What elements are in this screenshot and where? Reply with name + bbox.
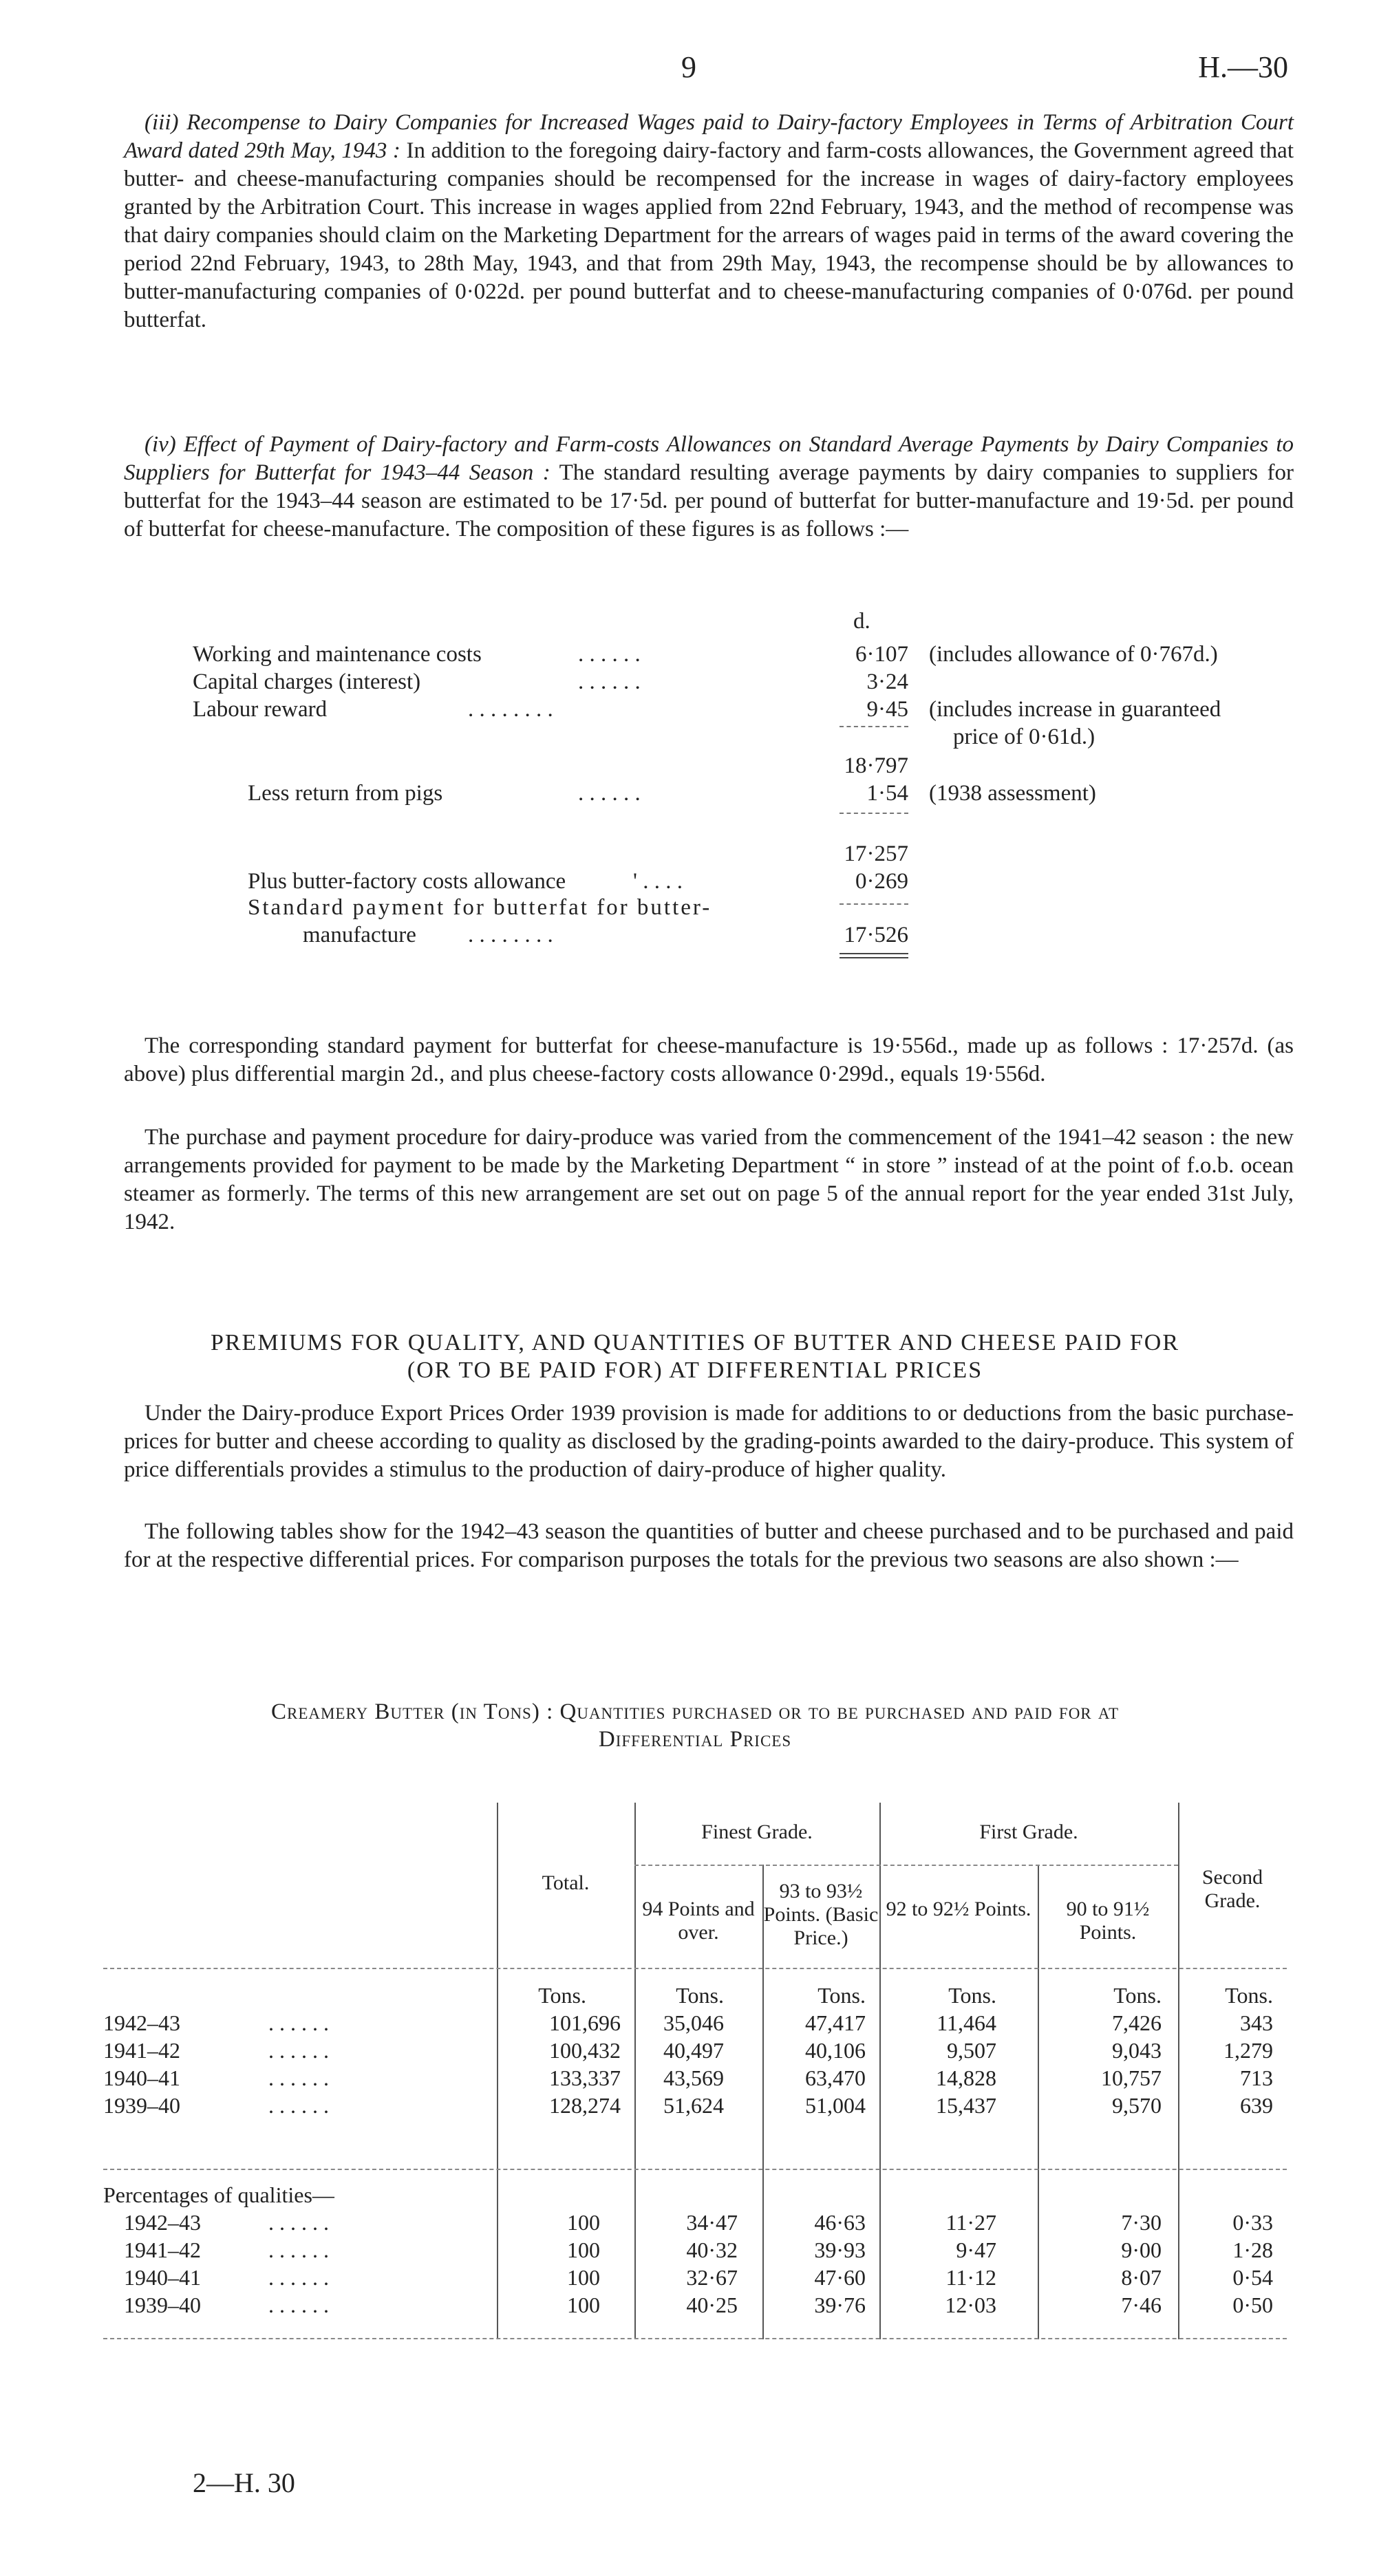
cell-second-grade: 639 bbox=[1240, 2093, 1273, 2118]
composition-label: Standard payment for butterfat for butter- bbox=[248, 895, 712, 920]
cell-total: 133,337 bbox=[549, 2065, 621, 2090]
composition-row bbox=[193, 869, 1294, 897]
cell-second-grade: 0·33 bbox=[1232, 2210, 1273, 2235]
composition-note: (includes increase in guaranteed bbox=[929, 697, 1221, 722]
row-label: 1941–42 bbox=[124, 2237, 201, 2262]
unit-label: Tons. bbox=[538, 1983, 586, 2008]
composition-row bbox=[193, 841, 1294, 869]
percentages-label: Percentages of qualities— bbox=[103, 2182, 334, 2207]
cell-94-points: 43,569 bbox=[663, 2065, 724, 2090]
composition-label: Labour reward bbox=[193, 697, 328, 722]
sum-rule bbox=[840, 903, 908, 905]
composition-note: (includes allowance of 0·767d.) bbox=[929, 642, 1218, 667]
leader-dots: . . . . . . bbox=[578, 642, 641, 667]
composition-value: 1·54 bbox=[866, 781, 908, 806]
composition-label: Less return from pigs bbox=[248, 781, 443, 806]
cell-total: 100 bbox=[567, 2237, 600, 2262]
footer-signature: 2—H. 30 bbox=[193, 2467, 295, 2498]
composition-label: manufacture bbox=[303, 923, 416, 947]
header-94-points: 94 Points and over. bbox=[642, 1898, 755, 1944]
header-rule bbox=[634, 1865, 1178, 1866]
unit-label: Tons. bbox=[948, 1983, 996, 2008]
composition-value: 9·45 bbox=[866, 697, 908, 722]
cell-total: 100 bbox=[567, 2210, 600, 2235]
total-rule bbox=[840, 953, 908, 954]
cell-second-grade: 713 bbox=[1240, 2065, 1273, 2090]
sum-rule bbox=[840, 813, 908, 814]
report-reference: H.—30 bbox=[1198, 50, 1288, 84]
row-label: 1942–43 bbox=[124, 2210, 201, 2235]
cell-90-points: 10,757 bbox=[1101, 2065, 1162, 2090]
composition-row bbox=[193, 724, 1294, 752]
header-rule bbox=[103, 1968, 1287, 1969]
header-second-grade: Second Grade. bbox=[1201, 1866, 1263, 1912]
cell-94-points: 34·47 bbox=[686, 2210, 738, 2235]
header-total: Total. bbox=[542, 1871, 590, 1894]
unit-label: Tons. bbox=[1113, 1983, 1162, 2008]
composition-value: 18·797 bbox=[844, 753, 908, 778]
table-title-line-2: Differential Prices bbox=[598, 1727, 792, 1752]
leader-dots: . . . . . . bbox=[268, 2093, 329, 2118]
unit-label: Tons. bbox=[676, 1983, 724, 2008]
paragraph-premiums: Under the Dairy-produce Export Prices Order 1939 provision is made for additions to or deductions from the basic purchase-prices for butter and cheese according to quality as disclosed by the grading-points awarded to the dairy-produce. This system of price differentials provides a stimulus to the production of dairy-produce of higher quality. bbox=[124, 1401, 1294, 1482]
cell-90-points: 9·00 bbox=[1121, 2237, 1162, 2262]
leader-dots: . . . . . . bbox=[578, 669, 641, 694]
table-title-line-1: Creamery Butter (in Tons) : Quantities purchased or to be purchased and paid for at bbox=[270, 1699, 1120, 1724]
section-heading-line-2: (OR TO BE PAID FOR) AT DIFFERENTIAL PRICES bbox=[407, 1357, 983, 1383]
composition-label: Capital charges (interest) bbox=[193, 669, 421, 694]
cell-93-points: 63,470 bbox=[805, 2065, 866, 2090]
cell-90-points: 7·46 bbox=[1121, 2293, 1162, 2317]
composition-label: Working and maintenance costs bbox=[193, 642, 482, 667]
cell-total: 100 bbox=[567, 2265, 600, 2290]
cell-90-points: 7,426 bbox=[1112, 2010, 1162, 2035]
composition-value: 3·24 bbox=[866, 669, 908, 694]
cell-total: 128,274 bbox=[549, 2093, 621, 2118]
cell-94-points: 40·25 bbox=[686, 2293, 738, 2317]
paragraph-iii bbox=[124, 109, 1294, 334]
paragraph-cheese-payment: The corresponding standard payment for butterfat for cheese-manufacture is 19·556d., made up as follows : 17·257d. (as above) plus differential margin 2d., and plus cheese-factory costs allowance 0·299d., equals 19·556d. bbox=[124, 1033, 1294, 1086]
cell-93-points: 40,106 bbox=[805, 2038, 866, 2063]
cell-92-points: 11,464 bbox=[937, 2010, 996, 2035]
cell-second-grade: 0·50 bbox=[1232, 2293, 1273, 2317]
composition-row bbox=[193, 669, 1294, 697]
composition-note: (1938 assessment) bbox=[929, 781, 1096, 806]
cell-93-points: 39·76 bbox=[814, 2293, 866, 2317]
bottom-rule bbox=[103, 2338, 1287, 2339]
composition-value: 6·107 bbox=[855, 642, 908, 667]
cell-90-points: 9,043 bbox=[1112, 2038, 1162, 2063]
leader-dots: . . . . . . . . bbox=[468, 697, 553, 722]
row-label: 1940–41 bbox=[124, 2265, 201, 2290]
cell-92-points: 9·47 bbox=[956, 2237, 996, 2262]
paragraph-iv bbox=[124, 431, 1294, 544]
leader-dots: . . . . . . bbox=[268, 2210, 329, 2235]
header-92-points: 92 to 92½ Points. bbox=[886, 1898, 1031, 1920]
leader-dots: ' . . . . bbox=[633, 869, 683, 894]
composition-label: Plus butter-factory costs allowance bbox=[248, 869, 566, 894]
leader-dots: . . . . . . . . bbox=[468, 923, 553, 947]
paragraph-iii-body: In addition to the foregoing dairy-factory and farm-costs allowances, the Government agreed that butter- and cheese-manufacturing companies should be recompensed for the increase in wages of dairy-factory employees granted by the Arbitration Court. This increase in wages applied from 22nd February, 1943, and the method of recompense was that dairy companies should claim on the Marketing Department for the arrears of wages paid in terms of the award covering the period 22nd February, 1943, to 28th May, 1943, and that from 29th May, 1943, the recompense should be by allowances to butter-manufacturing companies of 0·022d. per pound butterfat and to cheese-manufacturing companies of 0·076d. per pound butterfat. bbox=[124, 138, 1294, 332]
cell-93-points: 47,417 bbox=[805, 2010, 866, 2035]
composition-note: price of 0·61d.) bbox=[953, 724, 1095, 749]
row-label: 1941–42 bbox=[103, 2038, 180, 2063]
cell-90-points: 9,570 bbox=[1112, 2093, 1162, 2118]
sum-rule bbox=[840, 726, 908, 727]
composition-row bbox=[193, 923, 1294, 950]
cell-92-points: 12·03 bbox=[945, 2293, 996, 2317]
composition-row bbox=[193, 697, 1294, 724]
cell-92-points: 11·27 bbox=[945, 2210, 996, 2235]
composition-row bbox=[193, 642, 1294, 669]
table-title bbox=[103, 1698, 1287, 1753]
page-number: 9 bbox=[681, 50, 696, 84]
cell-93-points: 46·63 bbox=[814, 2210, 866, 2235]
cell-94-points: 51,624 bbox=[663, 2093, 724, 2118]
leader-dots: . . . . . . bbox=[268, 2038, 329, 2063]
cell-second-grade: 0·54 bbox=[1232, 2265, 1273, 2290]
cell-second-grade: 343 bbox=[1240, 2010, 1273, 2035]
header-finest-grade: Finest Grade. bbox=[701, 1821, 813, 1843]
cell-94-points: 32·67 bbox=[686, 2265, 738, 2290]
section-rule bbox=[103, 2169, 1287, 2170]
composition-value: 0·269 bbox=[855, 869, 908, 894]
cell-93-points: 51,004 bbox=[805, 2093, 866, 2118]
cell-92-points: 11·12 bbox=[945, 2265, 996, 2290]
leader-dots: . . . . . . bbox=[268, 2237, 329, 2262]
unit-label: Tons. bbox=[1225, 1983, 1273, 2008]
leader-dots: . . . . . . bbox=[268, 2065, 329, 2090]
cell-total: 100 bbox=[567, 2293, 600, 2317]
cell-94-points: 40·32 bbox=[686, 2237, 738, 2262]
leader-dots: . . . . . . bbox=[268, 2010, 329, 2035]
cell-93-points: 47·60 bbox=[814, 2265, 866, 2290]
paragraph-iv-body: The standard resulting average payments by dairy companies to suppliers for butterfat for the 1943–44 season are estimated to be 17·5d. per pound of butterfat for butter-manufacture and 19·5d. per pound of butterfat for cheese-manufacture. The composition of these figures is as follows :— bbox=[124, 460, 1294, 541]
header-93-points: 93 to 93½ Points. (Basic Price.) bbox=[763, 1880, 879, 1949]
cell-92-points: 9,507 bbox=[947, 2038, 996, 2063]
cell-94-points: 35,046 bbox=[663, 2010, 724, 2035]
leader-dots: . . . . . . bbox=[578, 781, 641, 806]
leader-dots: . . . . . . bbox=[268, 2293, 329, 2317]
section-heading-line-1: PREMIUMS FOR QUALITY, AND QUANTITIES OF BUTTER AND CHEESE PAID FOR bbox=[210, 1330, 1180, 1355]
cell-second-grade: 1·28 bbox=[1232, 2237, 1273, 2262]
cell-total: 100,432 bbox=[549, 2038, 621, 2063]
paragraph-iii-heading: (iii) Recompense to Dairy Companies for Increased Wages paid to Dairy-factory Employees in Terms of Arbitration Court Award dated 29th May, 1943 : bbox=[124, 110, 1294, 163]
header-90-points: 90 to 91½ Points. bbox=[1066, 1898, 1150, 1944]
unit-label: Tons. bbox=[817, 1983, 866, 2008]
cell-90-points: 7·30 bbox=[1121, 2210, 1162, 2235]
total-rule bbox=[840, 957, 908, 958]
cell-total: 101,696 bbox=[549, 2010, 621, 2035]
cell-second-grade: 1,279 bbox=[1223, 2038, 1273, 2063]
paragraph-tables-intro: The following tables show for the 1942–43 season the quantities of butter and cheese purchased and to be purchased and paid for at the respective differential prices. For comparison purposes the totals for the previous two seasons are also shown :— bbox=[124, 1519, 1294, 1572]
composition-row bbox=[193, 895, 1294, 923]
cell-93-points: 39·93 bbox=[814, 2237, 866, 2262]
composition-unit: d. bbox=[853, 609, 870, 634]
row-label: 1939–40 bbox=[124, 2293, 201, 2317]
paragraph-iv-heading: (iv) Effect of Payment of Dairy-factory and Farm-costs Allowances on Standard Average Payments by Dairy Companies to Suppliers for Butterfat for 1943–44 Season : bbox=[124, 432, 1294, 485]
composition-value: 17·526 bbox=[844, 923, 908, 947]
composition-value: 17·257 bbox=[844, 841, 908, 866]
cell-94-points: 40,497 bbox=[663, 2038, 724, 2063]
header-first-grade: First Grade. bbox=[979, 1821, 1078, 1843]
composition-row bbox=[193, 781, 1294, 808]
row-label: 1939–40 bbox=[103, 2093, 180, 2118]
row-label: 1940–41 bbox=[103, 2065, 180, 2090]
cell-92-points: 14,828 bbox=[936, 2065, 996, 2090]
composition-row bbox=[193, 753, 1294, 781]
leader-dots: . . . . . . bbox=[268, 2265, 329, 2290]
row-label: 1942–43 bbox=[103, 2010, 180, 2035]
cell-90-points: 8·07 bbox=[1121, 2265, 1162, 2290]
paragraph-purchase-procedure: The purchase and payment procedure for dairy-produce was varied from the commencement of the 1941–42 season : the new arrangements provided for payment to be made by the Marketing Department “ in store ” instead of at the point of f.o.b. ocean steamer as formerly. The terms of this new arrangement are set out on page 5 of the annual report for the year ended 31st July, 1942. bbox=[124, 1125, 1294, 1234]
cell-92-points: 15,437 bbox=[936, 2093, 996, 2118]
section-heading bbox=[103, 1329, 1287, 1384]
